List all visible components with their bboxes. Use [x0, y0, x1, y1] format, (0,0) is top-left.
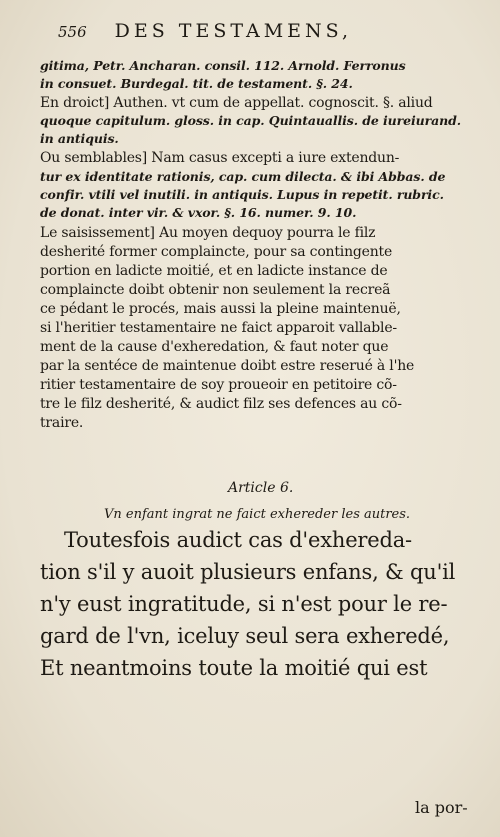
annotation-line: tre le filz desherité, & audict filz ses defences au cõ-	[40, 396, 402, 412]
annotation-line: ritier testamentaire de soy proueoir en petitoire cõ-	[40, 377, 397, 393]
annotation-line: si l'heritier testamentaire ne faict apparoit vallable-	[40, 320, 397, 336]
annotation-line: gitima, Petr. Ancharan. consil. 112. Arnold. Ferronus	[40, 58, 406, 73]
catchword: la por-	[415, 798, 468, 817]
annotation-line: in antiquis.	[40, 131, 119, 146]
annotation-line: ce pédant le procés, mais aussi la pleine maintenuë,	[40, 301, 401, 317]
main-text-line: Et neantmoins toute la moitié qui est	[40, 656, 428, 680]
annotation-line: portion en ladicte moitié, et en ladicte instance de	[40, 263, 388, 279]
annotation-line: Ou semblables] Nam casus excepti a iure extendun-	[40, 150, 400, 166]
main-text-line: n'y eust ingratitude, si n'est pour le re-	[40, 592, 448, 616]
running-header	[58, 20, 352, 42]
annotation-line: confir. vtili vel inutili. in antiquis. Lupus in repetit. rubric.	[40, 187, 444, 202]
annotation-line: quoque capitulum. gloss. in cap. Quintauallis. de iureiurand.	[40, 113, 461, 128]
annotation-line: traire.	[40, 415, 84, 431]
annotation-line: de donat. inter vir. & vxor. §. 16. numer. 9. 10.	[40, 205, 357, 220]
annotation-line: ment de la cause d'exheredation, & faut noter que	[40, 339, 389, 355]
main-text-line: Toutesfois audict cas d'exhereda-	[64, 528, 412, 552]
main-text-line: tion s'il y auoit plusieurs enfans, & qu'il	[40, 560, 456, 584]
annotation-line: En droict] Authen. vt cum de appellat. cognoscit. §. aliud	[40, 95, 433, 111]
running-title: DES TESTAMENS,	[114, 20, 353, 42]
main-text-line: gard de l'vn, iceluy seul sera exheredé,	[40, 624, 450, 648]
annotation-line: Le saisissement] Au moyen dequoy pourra le filz	[40, 225, 376, 241]
page-number: 556	[58, 23, 87, 41]
article-summary: Vn enfant ingrat ne faict exhereder les autres.	[104, 507, 411, 522]
annotation-line: in consuet. Burdegal. tit. de testament. §. 24.	[40, 76, 353, 91]
annotation-line: desherité former complaincte, pour sa contingente	[40, 244, 393, 260]
annotation-line: par la sentéce de maintenue doibt estre reserué à l'he	[40, 358, 415, 374]
annotation-line: complaincte doibt obtenir non seulement la recreã	[40, 282, 391, 298]
annotation-line: tur ex identitate rationis, cap. cum dilecta. & ibi Abbas. de	[40, 169, 446, 184]
article-heading: Article 6.	[228, 480, 294, 496]
